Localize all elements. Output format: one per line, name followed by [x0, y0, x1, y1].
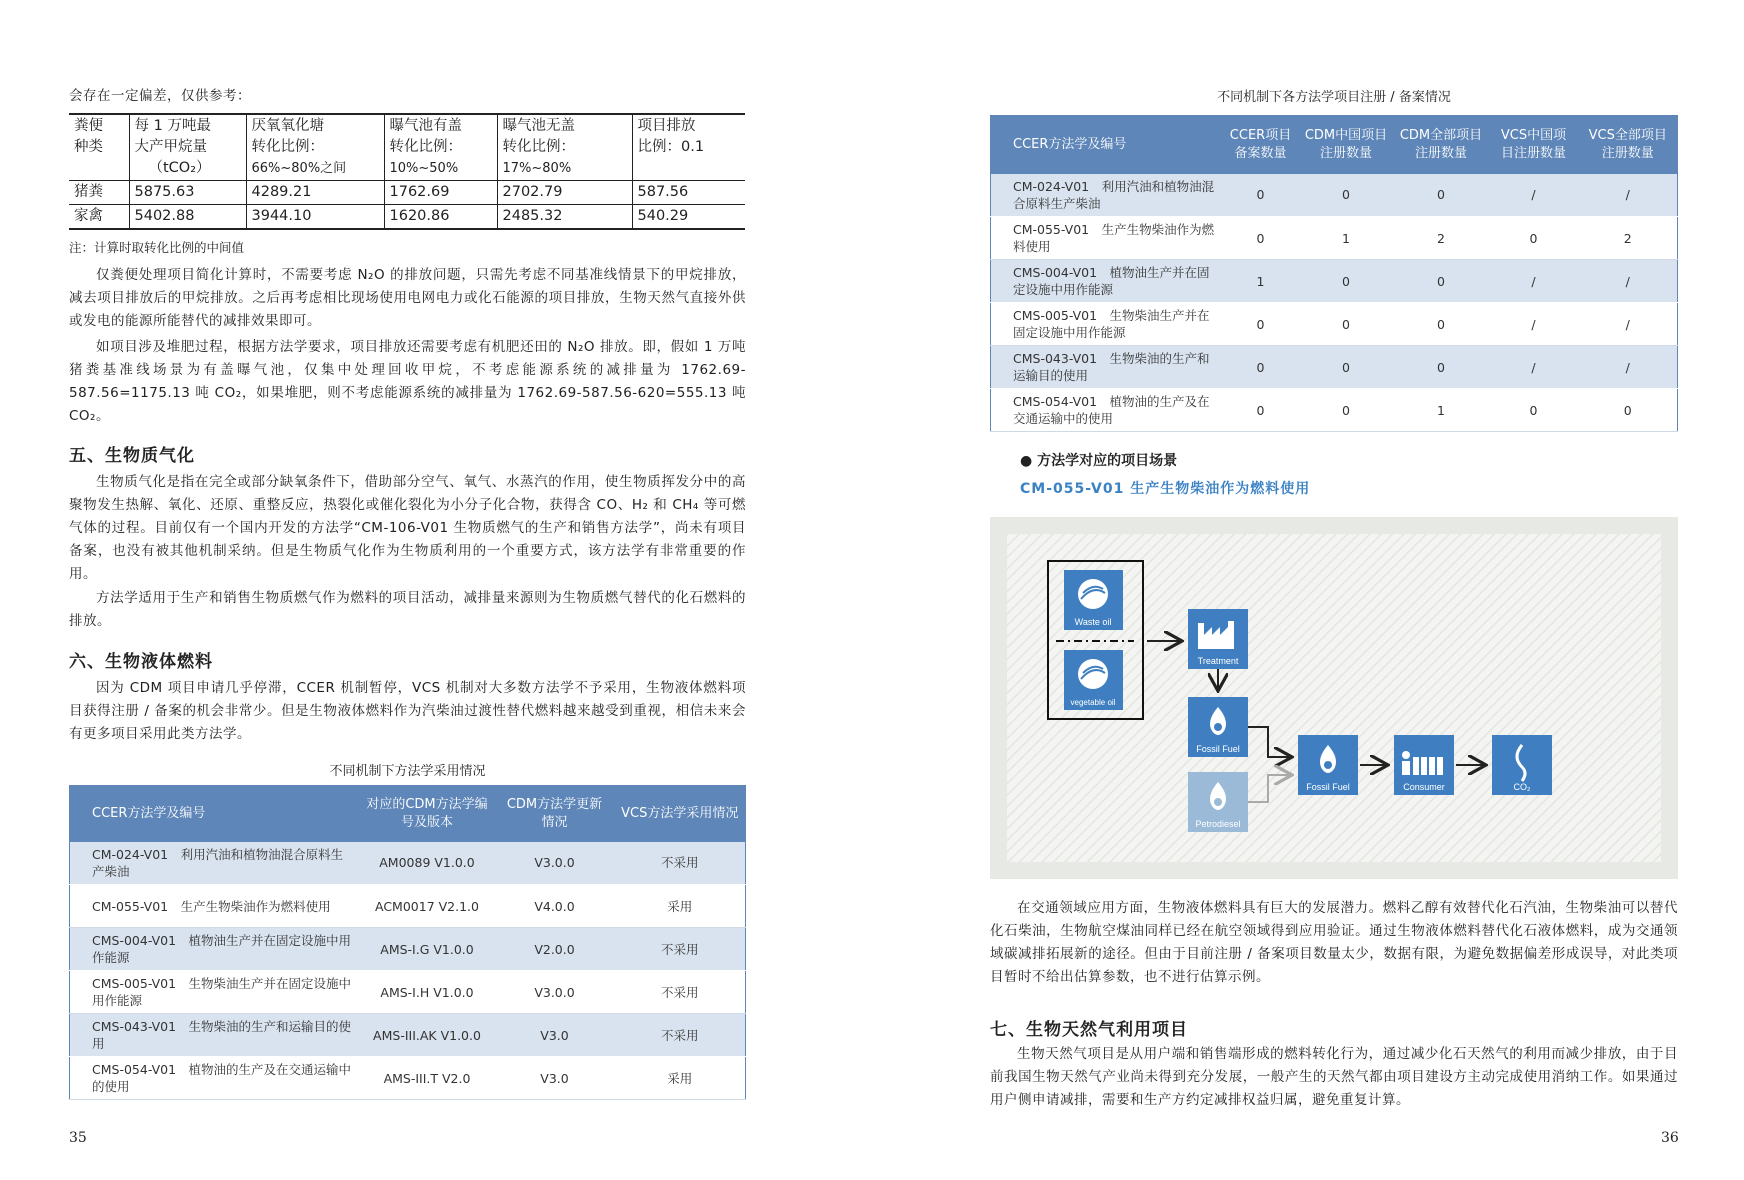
table-row: CM-055-V01 生产生物柴油作为燃料使用 0 1 2 0 2 — [991, 217, 1678, 260]
treatment-icon — [1188, 609, 1248, 669]
table-row: CMS-005-V01 生物柴油生产并在固定设施中用作能源 0 0 0 / / — [991, 303, 1678, 346]
svg-text:vegetable oil: vegetable oil — [1070, 698, 1116, 707]
petrodiesel-icon — [1188, 772, 1248, 832]
table-row: CMS-043-V01 生物柴油的生产和运输目的使用 AMS-III.AK V1.0.0 V3.0 不采用 — [70, 1014, 746, 1057]
svg-text:Waste oil: Waste oil — [1074, 617, 1112, 627]
emission-ratio-table — [69, 113, 745, 230]
fossil-fuel-icon — [1188, 697, 1248, 757]
co2-icon — [1492, 735, 1552, 795]
table-row: CMS-054-V01 植物油的生产及在交通运输中的使用 AMS-III.T V2.0 V3.0 采用 — [70, 1057, 746, 1100]
vegetable-oil-icon — [1064, 650, 1123, 710]
table-row: CM-055-V01 生产生物柴油作为燃料使用 ACM0017 V2.1.0 V4.0.0 采用 — [70, 885, 746, 928]
table-row: CM-024-V01 利用汽油和植物油混合原料生产柴油 0 0 0 / / — [991, 174, 1678, 217]
table-caption: 不同机制下方法学采用情况 — [329, 764, 486, 779]
fossil-fuel-output-icon — [1298, 735, 1358, 795]
registration-table — [990, 115, 1678, 432]
table-row: CM-024-V01 利用汽油和植物油混合原料生产柴油 AM0089 V1.0.0 V3.0.0 不采用 — [70, 842, 746, 885]
paragraph: 生物天然气项目是从用户端和销售端形成的燃料转化行为，通过减少化石天然气的利用而减少排放，由于目前我国生物天然气产业尚未得到充分发展，一般产生的天然气都由项目建设方主动完成使用消纳工作。如果通过用户侧申请减排，需要和生产方约定减排权益归属，避免重复计算。 — [990, 1046, 1678, 1108]
bullet-dot-icon: ● — [1020, 453, 1033, 469]
table-row: CMS-004-V01 植物油生产并在固定设施中用作能源 1 0 0 / / — [991, 260, 1678, 303]
header-cell: 曝气池无盖 转化比例： 17%~80% — [497, 114, 632, 181]
table-row: CMS-004-V01 植物油生产并在固定设施中用作能源 AMS-I.G V1.0.0 V2.0.0 不采用 — [70, 928, 746, 971]
methodology-adoption-table — [69, 785, 746, 1100]
bullet-heading: ● 方法学对应的项目场景 — [1020, 453, 1178, 469]
header-cell: 曝气池有盖 转化比例： 10%~50% — [384, 114, 497, 181]
table-row: CMS-043-V01 生物柴油的生产和运输目的使用 0 0 0 / / — [991, 346, 1678, 389]
svg-text:Fossil Fuel: Fossil Fuel — [1196, 744, 1240, 754]
section-heading: 六、生物液体燃料 — [69, 652, 213, 672]
section-heading: 七、生物天然气利用项目 — [990, 1020, 1188, 1040]
scenario-subtitle: CM-055-V01 生产生物柴油作为燃料使用 — [1020, 481, 1311, 497]
intro-text: 会存在一定偏差，仅供参考： — [69, 88, 251, 104]
table-row: CMS-054-V01 植物油的生产及在交通运输中的使用 0 0 1 0 0 — [991, 389, 1678, 432]
header-cell: 项目排放 比例：0.1 — [632, 114, 745, 181]
paragraph: 在交通领域应用方面，生物液体燃料具有巨大的发展潜力。燃料乙醇有效替代化石汽油，生物柴油可以替代化石柴油，生物航空煤油同样已经在航空领域得到应用验证。通过生物液体燃料替代化石液体燃料，成为交通领域碳减排拓展新的途径。但由于目前注册 / 备案项目数量太少，数据有限，为避免数据偏差形成误导，对此类项目暂时不给出估算参数，也不进行估算示例。 — [990, 900, 1678, 985]
table-caption: 不同机制下各方法学项目注册 / 备案情况 — [1217, 90, 1451, 105]
paragraph: 方法学适用于生产和销售生物质燃气作为燃料的项目活动，减排量来源则为生物质燃气替代的化石燃料的排放。 — [69, 590, 746, 629]
table-row: 家禽 5402.88 3944.10 1620.86 2485.32 540.29 — [69, 205, 745, 230]
process-diagram — [990, 517, 1678, 879]
consumer-icon — [1394, 735, 1454, 795]
table-row: CMS-005-V01 生物柴油生产并在固定设施中用作能源 AMS-I.H V1.0.0 V3.0.0 不采用 — [70, 971, 746, 1014]
paragraph: 生物质气化是指在完全或部分缺氧条件下，借助部分空气、氧气、水蒸汽的作用，使生物质挥发分中的高聚物发生热解、氧化、还原、重整反应，热裂化或催化裂化为小分子化合物，获得含 CO、H₂ 和 CH₄ 等可燃气体的过程。目前仅有一个国内开发的方法学“CM-106-V01 生物质燃气的生产和销售方法学”，尚未有项目备案，也没有被其他机制采纳。但是生物质气化作为生物质利用的一个重要方式，该方法学有非常重要的作用。 — [69, 474, 746, 582]
page-number: 36 — [1661, 1130, 1679, 1146]
page-number: 35 — [69, 1130, 87, 1146]
paragraph: 仅粪便处理项目简化计算时，不需要考虑 N₂O 的排放问题，只需先考虑不同基准线情景下的甲烷排放，减去项目排放后的甲烷排放。之后再考虑相比现场使用电网电力或化石能源的项目排放，生物天然气直接外供或发电的能源所能替代的减排效果即可。 — [69, 267, 746, 329]
table-header-row: CCER方法学及编号 CCER项目备案数量 CDM中国项目注册数量 CDM全部项目注册数量 VCS中国项目注册数量 VCS全部项目注册数量 — [991, 116, 1678, 174]
header-cell: 每 1 万吨最 大产甲烷量 （tCO₂） — [129, 114, 246, 181]
paragraph: 因为 CDM 项目申请几乎停滞，CCER 机制暂停，VCS 机制对大多数方法学不予采用，生物液体燃料项目获得注册 / 备案的机会非常少。但是生物液体燃料作为汽柴油过渡性替代燃料越来越受到重视，相信未来会有更多项目采用此类方法学。 — [69, 680, 746, 742]
svg-text:Consumer: Consumer — [1403, 782, 1445, 792]
svg-text:Treatment: Treatment — [1197, 656, 1239, 666]
table-note: 注：计算时取转化比例的中间值 — [69, 240, 245, 255]
table-header-row: CCER方法学及编号 对应的CDM方法学编号及版本 CDM方法学更新情况 VCS方法学采用情况 — [70, 786, 746, 842]
paragraph: 如项目涉及堆肥过程，根据方法学要求，项目排放还需要考虑有机肥还田的 N₂O 排放。即，假如 1 万吨猪粪基准线场景为有盖曝气池，仅集中处理回收甲烷，不考虑能源系统的减排量为 1762.69-587.56=1175.13 吨 CO₂，如果堆肥，则不考虑能源系统的减排量为 1762.69-587.56-620=555.13 吨 CO₂。 — [69, 339, 746, 424]
table-header-row — [69, 114, 745, 181]
waste-oil-icon — [1064, 570, 1123, 630]
svg-text:CO₂: CO₂ — [1513, 782, 1531, 792]
section-heading: 五、生物质气化 — [69, 446, 195, 466]
table-row: 猪粪 5875.63 4289.21 1762.69 2702.79 587.56 — [69, 181, 745, 205]
header-cell: 粪便 种类 — [69, 114, 129, 181]
svg-text:Petrodiesel: Petrodiesel — [1195, 819, 1241, 829]
svg-text:Fossil Fuel: Fossil Fuel — [1306, 782, 1350, 792]
header-cell: 厌氧氧化塘 转化比例： 66%~80%之间 — [246, 114, 384, 181]
